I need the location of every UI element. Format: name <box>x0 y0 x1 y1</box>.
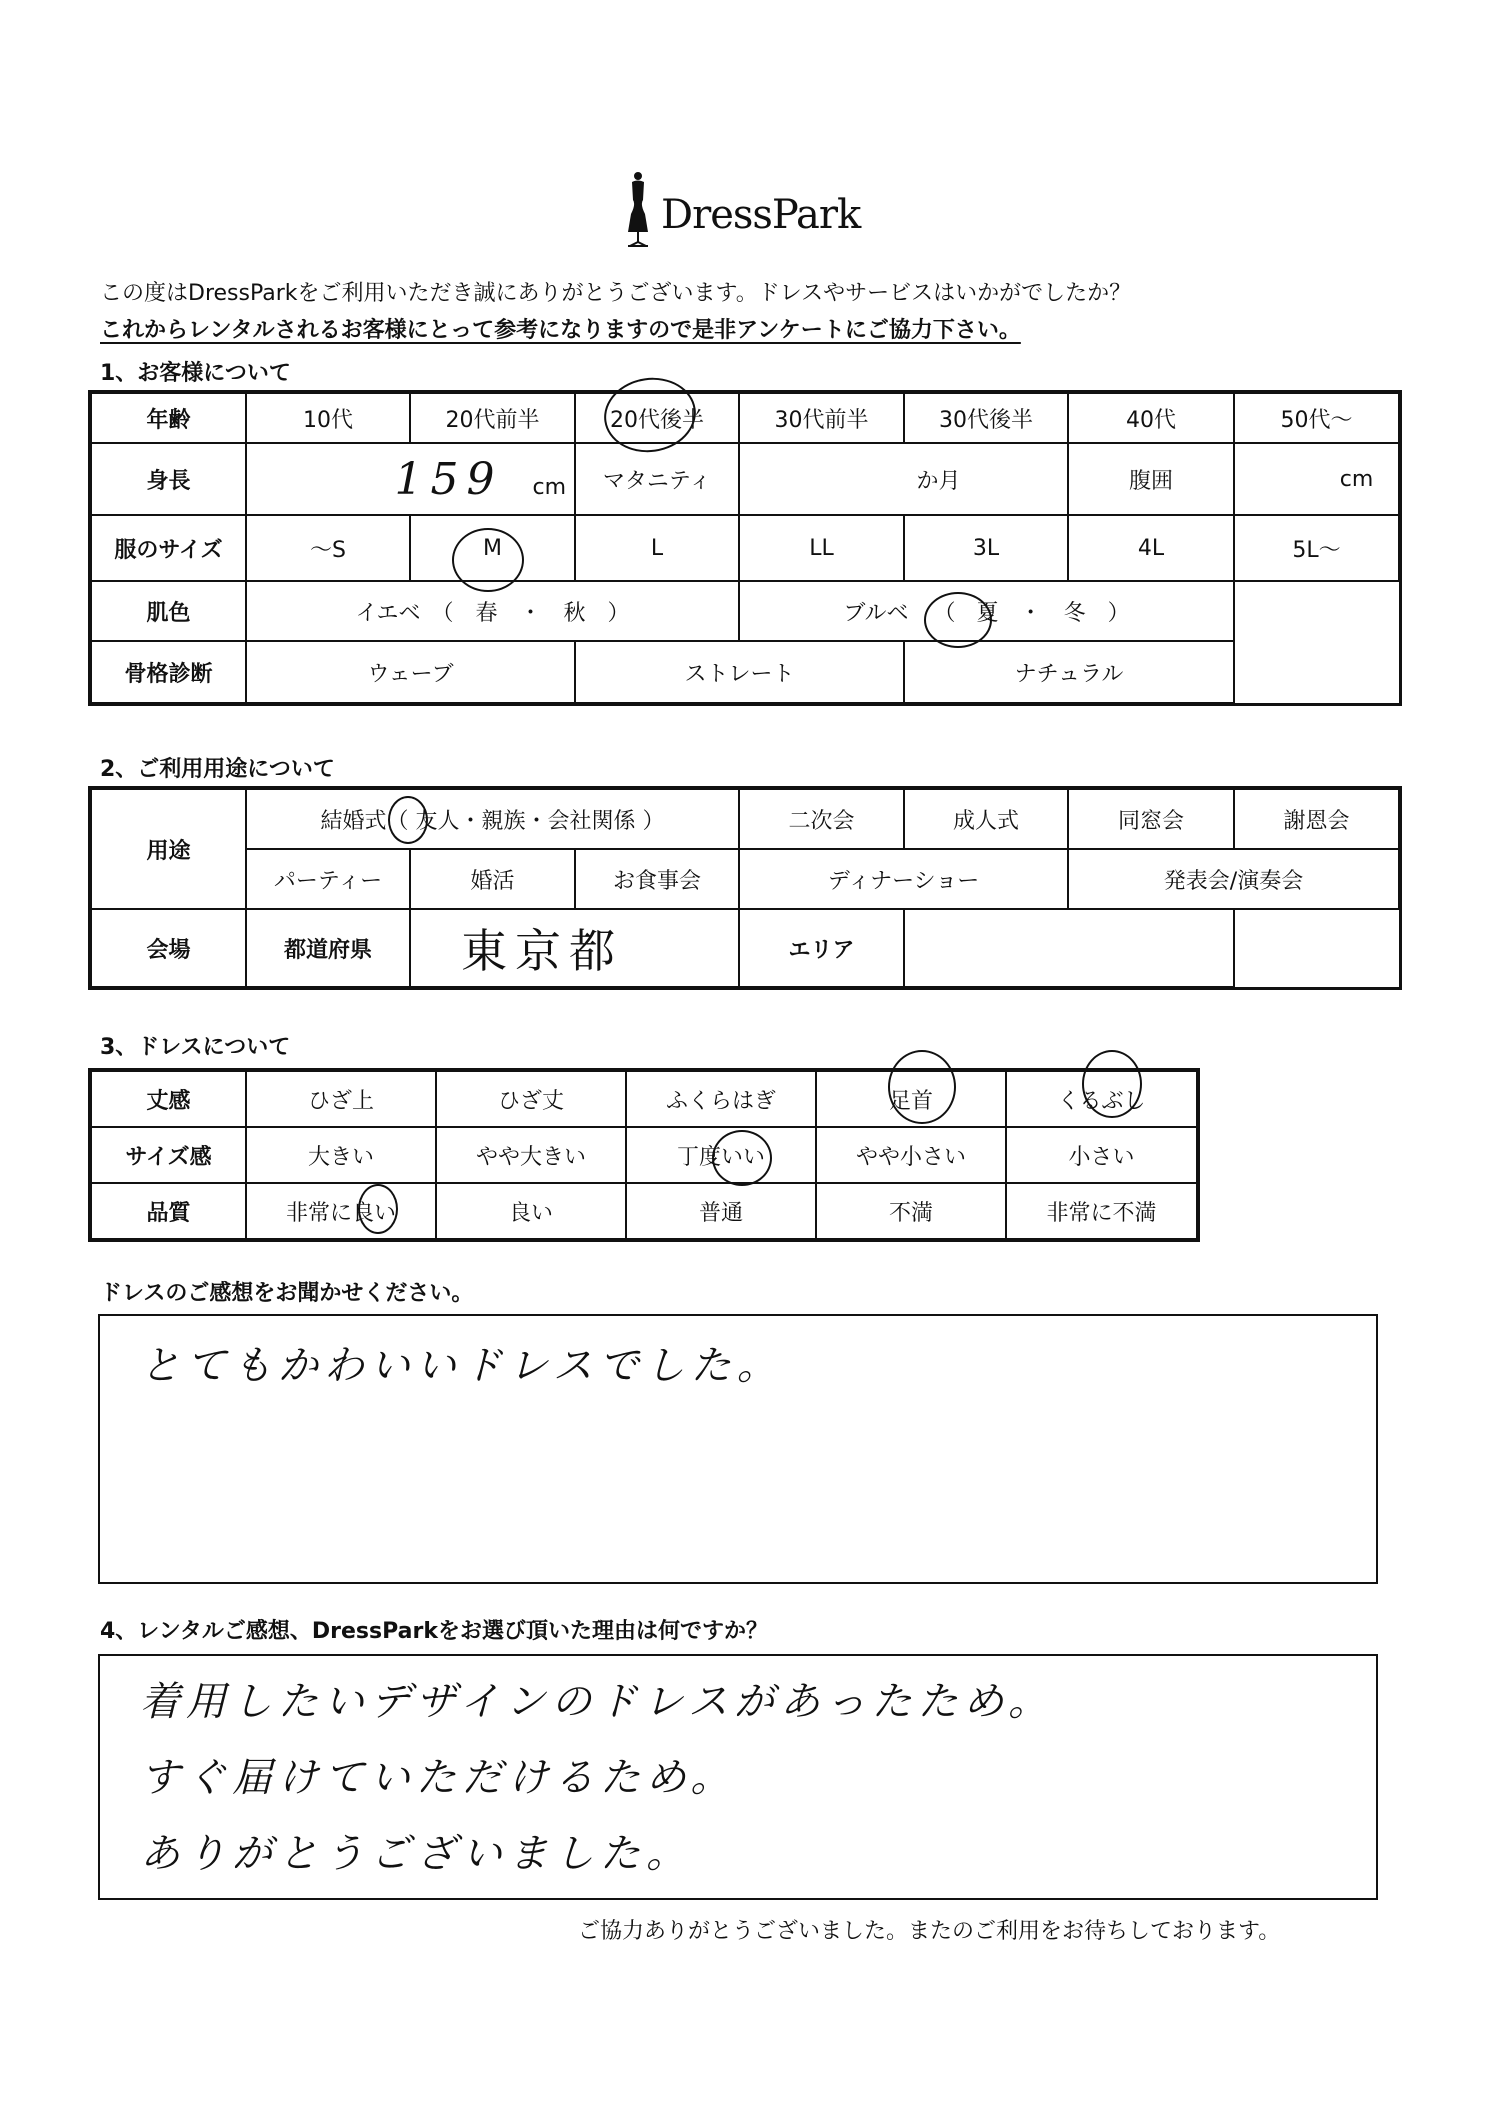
selection-circle <box>1082 1050 1142 1118</box>
maternity-label: マタニティ <box>575 443 739 515</box>
purpose-option[interactable]: お食事会 <box>575 849 739 909</box>
waist-label: 腹囲 <box>1068 443 1234 515</box>
dress-table <box>90 1070 1198 1240</box>
length-option[interactable]: ふくらはぎ <box>626 1071 816 1127</box>
selection-circle <box>712 1130 772 1186</box>
quality-option[interactable]: 普通 <box>626 1183 816 1239</box>
fit-label: サイズ感 <box>91 1127 246 1183</box>
quality-option[interactable]: 不満 <box>816 1183 1006 1239</box>
selection-circle <box>924 592 992 648</box>
purpose-table <box>90 788 1400 988</box>
quality-label: 品質 <box>91 1183 246 1239</box>
size-option[interactable]: ～S <box>246 515 410 581</box>
purpose-option[interactable]: 同窓会 <box>1068 789 1234 849</box>
skin-blue-label: ブルベ <box>843 600 909 626</box>
reason-line: ありがとうございました。 <box>140 1831 692 1877</box>
age-option[interactable]: 50代～ <box>1234 393 1399 443</box>
skin-summer-selected[interactable]: 夏 <box>976 600 999 626</box>
age-row <box>91 393 1399 443</box>
length-option-selected[interactable]: くるぶし <box>1006 1071 1197 1127</box>
selection-circle <box>888 1050 956 1124</box>
quality-option[interactable]: 良い <box>436 1183 626 1239</box>
age-label: 年齢 <box>91 393 246 443</box>
height-field[interactable] <box>246 443 575 515</box>
reason-textarea[interactable] <box>98 1654 1378 1900</box>
brand-name: DressPark <box>661 192 861 238</box>
skin-blue-rest: ・ 冬 ） <box>1019 600 1130 626</box>
venue-row <box>91 909 1399 987</box>
area-label: エリア <box>739 909 904 987</box>
fit-option[interactable]: やや小さい <box>816 1127 1006 1183</box>
maternity-months-field[interactable] <box>739 443 1068 515</box>
section4-title: 4、レンタルご感想、DressParkをお選び頂いた理由は何ですか？ <box>100 1619 768 1644</box>
quality-option[interactable]: 非常に不満 <box>1006 1183 1197 1239</box>
skin-blue-open: （ <box>933 600 956 626</box>
frame-option[interactable]: ストレート <box>575 641 904 703</box>
section3-title: 3、ドレスについて <box>100 1035 291 1060</box>
prefecture-field[interactable] <box>410 909 739 987</box>
size-option[interactable]: 3L <box>904 515 1068 581</box>
prefecture-value: 東京都 <box>461 924 623 978</box>
brand-logo <box>618 170 918 262</box>
reason-line: 着用したいデザインのドレスがあったため。 <box>140 1679 1054 1725</box>
purpose-option[interactable]: 婚活 <box>410 849 575 909</box>
purpose-row-1 <box>91 789 1399 849</box>
selection-circle <box>452 528 524 592</box>
intro-request: これからレンタルされるお客様にとって参考になりますので是非アンケートにご協力下さい。 <box>100 318 1021 343</box>
size-option-selected[interactable]: M <box>410 515 575 581</box>
empty-cell <box>1234 641 1399 703</box>
length-label: 丈感 <box>91 1071 246 1127</box>
purpose-wedding-option[interactable]: 結婚式（ 友人・親族・会社関係 ） <box>246 789 739 849</box>
waist-unit: cm <box>1339 466 1374 492</box>
fit-row <box>91 1127 1197 1183</box>
height-row <box>91 443 1399 515</box>
footer-message: ご協力ありがとうございました。またのご利用をお待ちしております。 <box>578 1919 1281 1944</box>
impression-textarea[interactable] <box>98 1314 1378 1584</box>
height-unit: cm <box>532 474 566 500</box>
length-row <box>91 1071 1197 1127</box>
customer-table <box>90 392 1400 704</box>
length-option-selected[interactable]: 足首 <box>816 1071 1006 1127</box>
frame-row <box>91 641 1399 703</box>
months-unit: か月 <box>916 468 961 494</box>
size-row <box>91 515 1399 581</box>
age-option[interactable]: 30代前半 <box>739 393 904 443</box>
purpose-row-2 <box>91 849 1399 909</box>
length-option[interactable]: ひざ丈 <box>436 1071 626 1127</box>
age-option[interactable]: 30代後半 <box>904 393 1068 443</box>
impression-title: ドレスのご感想をお聞かせください。 <box>100 1281 474 1306</box>
purpose-option[interactable]: 謝恩会 <box>1234 789 1399 849</box>
skin-row <box>91 581 1399 641</box>
empty-cell <box>1234 909 1399 987</box>
fit-option-selected[interactable]: 丁度いい <box>626 1127 816 1183</box>
quality-row <box>91 1183 1197 1239</box>
frame-option[interactable]: ナチュラル <box>904 641 1234 703</box>
prefecture-label: 都道府県 <box>246 909 410 987</box>
frame-label: 骨格診断 <box>91 641 246 703</box>
skin-yellow-option[interactable]: イエベ （ 春 ・ 秋 ） <box>246 581 739 641</box>
size-label: 服のサイズ <box>91 515 246 581</box>
purpose-option[interactable]: ディナーショー <box>739 849 1068 909</box>
frame-option[interactable]: ウェーブ <box>246 641 575 703</box>
age-option[interactable]: 10代 <box>246 393 410 443</box>
age-option[interactable]: 20代前半 <box>410 393 575 443</box>
fit-option[interactable]: 大きい <box>246 1127 436 1183</box>
age-option[interactable]: 40代 <box>1068 393 1234 443</box>
venue-label: 会場 <box>91 909 246 987</box>
size-option[interactable]: LL <box>739 515 904 581</box>
size-option[interactable]: 4L <box>1068 515 1234 581</box>
purpose-option[interactable]: パーティー <box>246 849 410 909</box>
impression-text: とてもかわいいドレスでした。 <box>140 1343 783 1389</box>
fit-option[interactable]: 小さい <box>1006 1127 1197 1183</box>
size-option[interactable]: 5L～ <box>1234 515 1399 581</box>
selection-circle <box>388 796 428 844</box>
section2-title: 2、ご利用用途について <box>100 757 335 782</box>
purpose-label: 用途 <box>91 789 246 909</box>
purpose-option[interactable]: 成人式 <box>904 789 1068 849</box>
fit-option[interactable]: やや大きい <box>436 1127 626 1183</box>
length-option[interactable]: ひざ上 <box>246 1071 436 1127</box>
intro-line: この度はDressParkをご利用いただき誠にありがとうございます。ドレスやサービスはいかがでしたか？ <box>100 281 1132 306</box>
reason-line: すぐ届けていただけるため。 <box>140 1755 737 1801</box>
size-option[interactable]: L <box>575 515 739 581</box>
purpose-option[interactable]: 二次会 <box>739 789 904 849</box>
quality-option-selected[interactable]: 非常に良い <box>246 1183 436 1239</box>
empty-cell <box>1234 581 1399 641</box>
selection-circle <box>358 1184 398 1234</box>
waist-field[interactable] <box>1234 443 1399 515</box>
area-field[interactable] <box>904 909 1234 987</box>
dress-form-icon <box>618 170 658 250</box>
height-label: 身長 <box>91 443 246 515</box>
purpose-option[interactable]: 発表会/演奏会 <box>1068 849 1399 909</box>
age-option-selected[interactable]: 20代後半 <box>575 393 739 443</box>
height-value: 159 <box>394 453 503 505</box>
section1-title: 1、お客様について <box>100 361 291 386</box>
skin-label: 肌色 <box>91 581 246 641</box>
